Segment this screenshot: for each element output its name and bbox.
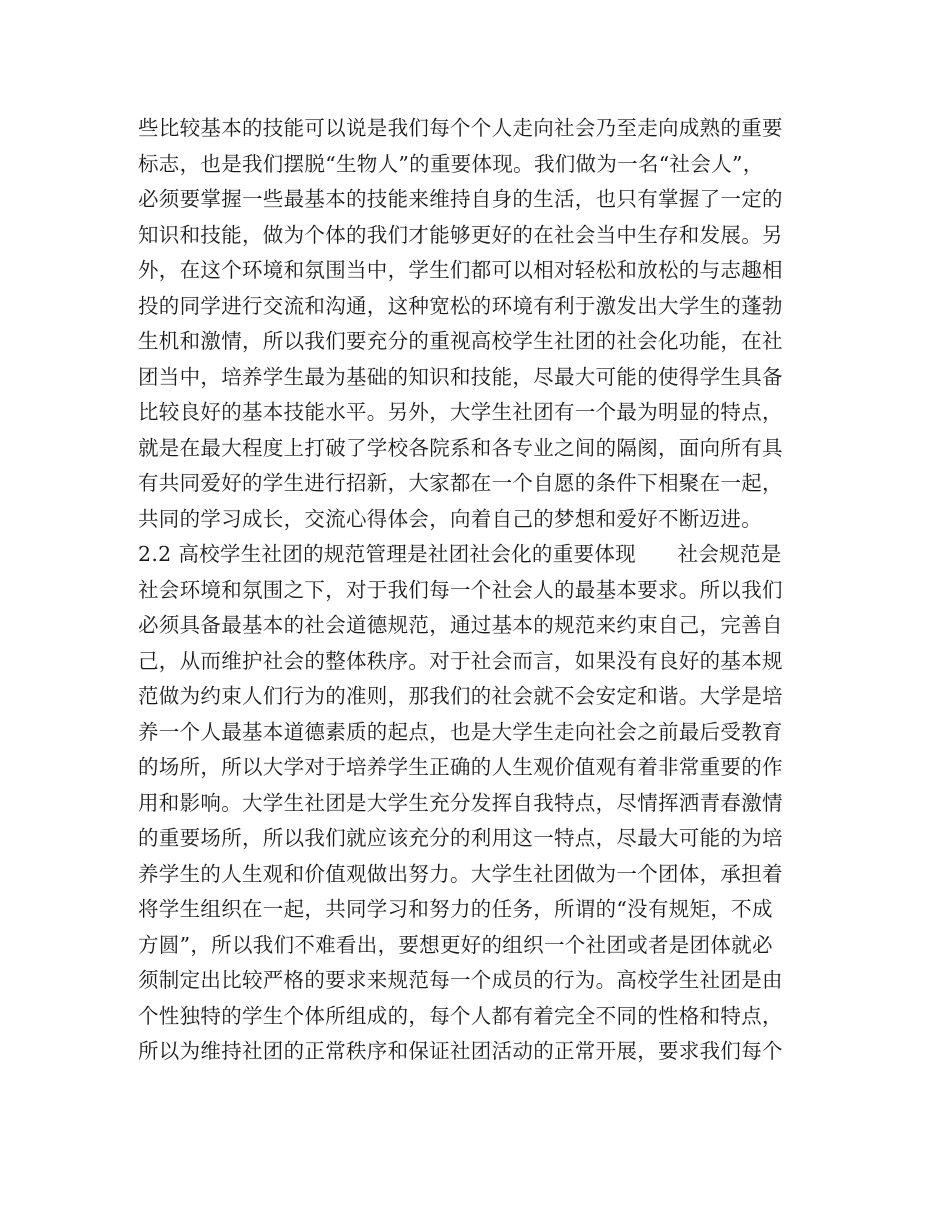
text-line: 投的同学进行交流和沟通，这种宽松的环境有利于激发出大学生的蓬勃 <box>138 293 783 318</box>
text-line: 须制定出比较严格的要求来规范每一个成员的行为。高校学生社团是由 <box>138 968 783 992</box>
text-line: 有共同爱好的学生进行招新，大家都在一个自愿的条件下相聚在一起， <box>138 471 783 495</box>
text-line: 己，从而维护社会的整体秩序。对于社会而言，如果没有良好的基本规 <box>138 648 783 673</box>
text-line: 生机和激情，所以我们要充分的重视高校学生社团的社会化功能，在社 <box>138 329 783 353</box>
text-line: 必须具备最基本的社会道德规范，通过基本的规范来约束自己，完善自 <box>138 613 783 637</box>
text-line: 的场所，所以大学对于培养学生正确的人生观价值观有着非常重要的作 <box>138 755 783 779</box>
text-line: 社会环境和氛围之下，对于我们每一个社会人的最基本要求。所以我们 <box>138 577 783 602</box>
text-line: 标志，也是我们摆脱“生物人”的重要体现。我们做为一名“社会人”， <box>138 151 764 176</box>
text-line: 所以为维持社团的正常秩序和保证社团活动的正常开展，要求我们每个 <box>138 1039 783 1063</box>
text-line: 团当中，培养学生最为基础的知识和技能，尽最大可能的使得学生具备 <box>138 364 783 389</box>
text-line: 范做为约束人们行为的准则，那我们的社会就不会安定和谐。大学是培 <box>138 684 783 708</box>
text-line: 必须要掌握一些最基本的技能来维持自身的生活，也只有掌握了一定的 <box>138 187 783 211</box>
text-line: 养学生的人生观和价值观做出努力。大学生社团做为一个团体，承担着 <box>138 861 783 886</box>
body-text <box>138 111 828 1070</box>
text-line: 外，在这个环境和氛围当中，学生们都可以相对轻松和放松的与志趣相 <box>138 258 783 282</box>
text-line: 共同的学习成长，交流心得体会，向着自己的梦想和爱好不断迈进。 <box>138 506 762 531</box>
text-line: 方圆”，所以我们不难看出，要想更好的组织一个社团或者是团体就必 <box>138 932 773 957</box>
text-line: 知识和技能，做为个体的我们才能够更好的在社会当中生存和发展。另 <box>138 222 783 247</box>
text-line: 些比较基本的技能可以说是我们每个个人走向社会乃至走向成熟的重要 <box>138 116 783 140</box>
text-line: 就是在最大程度上打破了学校各院系和各专业之间的隔阂，面向所有具 <box>138 435 783 460</box>
text-line: 的重要场所，所以我们就应该充分的利用这一特点，尽最大可能的为培 <box>138 826 783 850</box>
text-line: 个性独特的学生个体所组成的，每个人都有着完全不同的性格和特点， <box>138 1003 783 1028</box>
text-line: 用和影响。大学生社团是大学生充分发挥自我特点，尽情挥洒青春激情 <box>138 790 783 815</box>
text-line: 养一个人最基本道德素质的起点，也是大学生走向社会之前最后受教育 <box>138 719 783 744</box>
section-heading-line: 2.2 高校学生社团的规范管理是社团社会化的重要体现 社会规范是 <box>138 542 782 566</box>
text-line: 比较良好的基本技能水平。另外，大学生社团有一个最为明显的特点， <box>138 400 783 424</box>
text-line: 将学生组织在一起，共同学习和努力的任务，所谓的“没有规矩，不成 <box>138 897 773 921</box>
